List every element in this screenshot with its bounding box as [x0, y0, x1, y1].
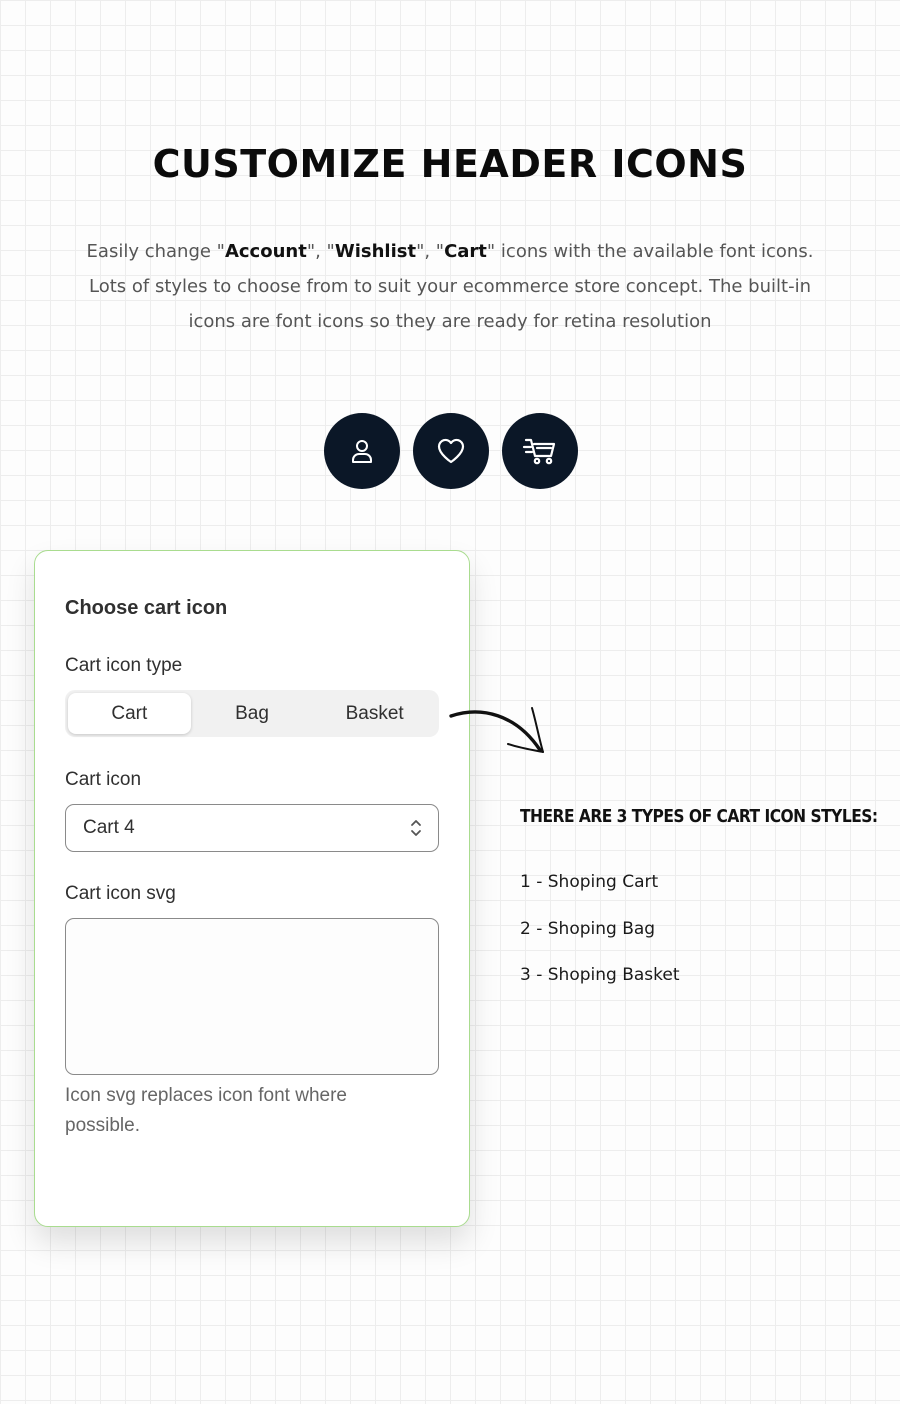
chevron-up-down-icon — [410, 818, 422, 838]
type-option-basket[interactable]: Basket — [345, 702, 404, 724]
curved-arrow-icon — [446, 700, 550, 760]
cart-icon-svg-help: Icon svg replaces icon font where possible. — [65, 1085, 347, 1136]
account-icon-button[interactable] — [324, 413, 400, 489]
cart-icon-type-selector — [65, 690, 439, 737]
user-icon — [349, 438, 375, 464]
cart-icon — [522, 436, 558, 466]
page-description — [70, 234, 830, 339]
heart-icon — [436, 437, 466, 465]
description-text: ", " — [306, 241, 335, 262]
description-wishlist: Wishlist — [334, 241, 417, 262]
description-text: Easily change " — [86, 241, 225, 262]
cart-icon-type-label: Cart icon type — [65, 655, 183, 676]
description-cart: Cart — [444, 241, 487, 262]
cart-icon-settings-panel — [34, 550, 470, 1227]
page-title: CUSTOMIZE HEADER ICONS — [152, 142, 748, 186]
wishlist-icon-button[interactable] — [413, 413, 489, 489]
description-text: ", " — [416, 241, 445, 262]
cart-icon-svg-textarea[interactable] — [65, 918, 439, 1075]
cart-icon-types-list — [520, 868, 680, 1008]
cart-icon-select-value: Cart 4 — [83, 817, 135, 838]
cart-icon-button[interactable] — [502, 413, 578, 489]
type-option-bag[interactable]: Bag — [235, 702, 269, 724]
header-icons-row — [324, 413, 578, 489]
list-item: 1 - Shoping Cart — [520, 872, 659, 892]
description-text: " icons with the available font icons. Lots of styles to choose from to suit your ecommerce store concept. The built-in icons are font icons so they are ready for retina resolution — [89, 241, 814, 332]
cart-icon-types-heading: THERE ARE 3 TYPES OF CART ICON STYLES: — [520, 806, 878, 827]
description-account: Account — [224, 241, 307, 262]
type-option-cart[interactable]: Cart — [68, 693, 191, 734]
list-item: 3 - Shoping Basket — [520, 965, 680, 985]
cart-icon-select[interactable] — [65, 804, 439, 852]
panel-heading: Choose cart icon — [65, 597, 228, 619]
cart-icon-svg-label: Cart icon svg — [65, 883, 176, 904]
cart-icon-label: Cart icon — [65, 769, 142, 790]
list-item: 2 - Shoping Bag — [520, 918, 656, 939]
